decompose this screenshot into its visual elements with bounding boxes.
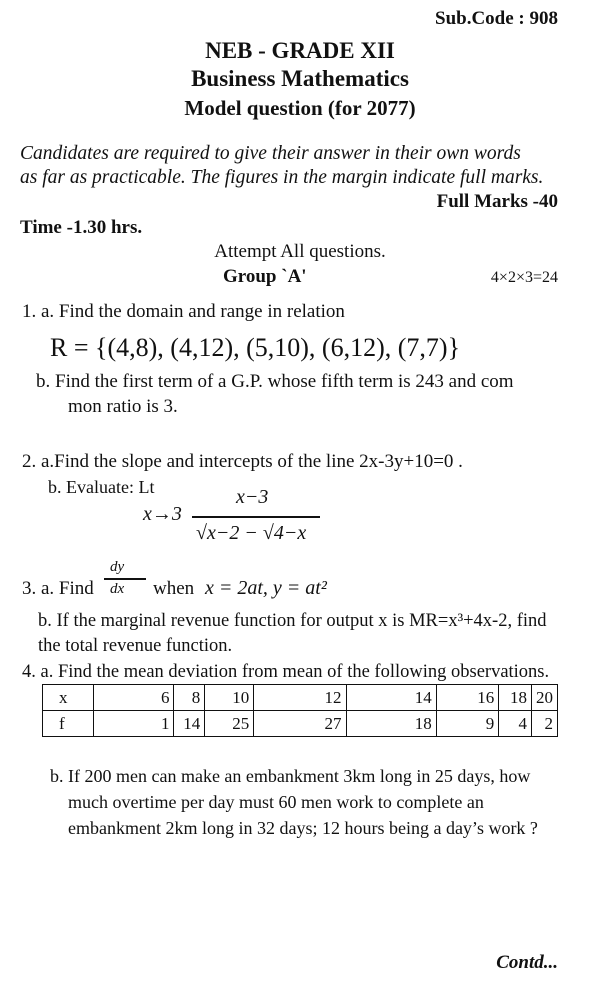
q2-limit-subscript: x→3 [143,503,182,525]
table-cell: 2 [531,711,557,737]
table-cell: 25 [205,711,254,737]
table-header-x: x [43,685,94,711]
q3-dy: dy [110,559,125,575]
attempt-all: Attempt All questions. [214,241,386,262]
table-cell: 8 [174,685,205,711]
table-cell: 6 [94,685,174,711]
q4-b-line-3: embankment 2km long in 32 days; 12 hours being a day’s work ? [68,818,538,838]
table-cell: 18 [499,685,532,711]
q1-relation: R = {(4,8), (4,12), (5,10), (6,12), (7,7)} [50,333,461,362]
continued-label: Contd... [496,952,558,973]
table-cell: 18 [346,711,436,737]
table-cell: 27 [254,711,346,737]
table-row-x [43,685,558,711]
table-cell: 10 [205,685,254,711]
table-cell: 12 [254,685,346,711]
q2-fraction-bar [192,516,320,518]
q4-a: 4. a. Find the mean deviation from mean of the following observations. [22,662,550,682]
table-cell: 20 [531,685,557,711]
q1-a: 1. a. Find the domain and range in relation [22,301,345,322]
q4-b-line-1: b. If 200 men can make an embankment 3km long in 25 days, how [50,766,531,786]
q2-a: 2. a.Find the slope and intercepts of the line 2x-3y+10=0 . [22,451,463,472]
q2-denominator: √x−2 − √4−x [196,522,307,544]
full-marks: Full Marks -40 [436,191,558,212]
group-label: Group `A' [223,266,307,287]
board-title: NEB - GRADE XII [205,38,395,63]
subject-title: Business Mathematics [191,66,409,91]
q1-b-line-1: b. Find the first term of a G.P. whose fifth term is 243 and com [36,371,514,392]
instruction-line-2: as far as practicable. The figures in the margin indicate full marks. [20,167,544,188]
marks-scheme: 4×2×3=24 [490,269,558,286]
model-title: Model question (for 2077) [184,96,416,120]
table-cell: 14 [346,685,436,711]
table-cell: 4 [499,711,532,737]
q2-b: b. Evaluate: Lt [48,477,155,497]
q1-b-line-2: mon ratio is 3. [68,396,178,417]
frequency-table [42,684,558,737]
q3-b-line-1: b. If the marginal revenue function for output x is MR=x³+4x-2, find [38,611,547,631]
q3-b-line-2: the total revenue function. [38,636,233,656]
q3-when: when [153,578,195,599]
table-cell: 9 [436,711,498,737]
table-row-f [43,711,558,737]
q3-dx: dx [110,581,125,597]
table-cell: 14 [174,711,205,737]
q3-derivative-bar [104,578,146,580]
sub-code: Sub.Code : 908 [435,8,558,29]
table-header-f: f [43,711,94,737]
time-allowed: Time -1.30 hrs. [20,217,143,238]
instruction-line-1: Candidates are required to give their answer in their own words [20,143,521,164]
q2-numerator: x−3 [236,486,269,508]
table-cell: 1 [94,711,174,737]
q3-a-find: 3. a. Find [22,578,94,599]
q3-condition: x = 2at, y = at² [205,577,327,599]
q4-b-line-2: much overtime per day must 60 men work to complete an [68,792,484,812]
table-cell: 16 [436,685,498,711]
